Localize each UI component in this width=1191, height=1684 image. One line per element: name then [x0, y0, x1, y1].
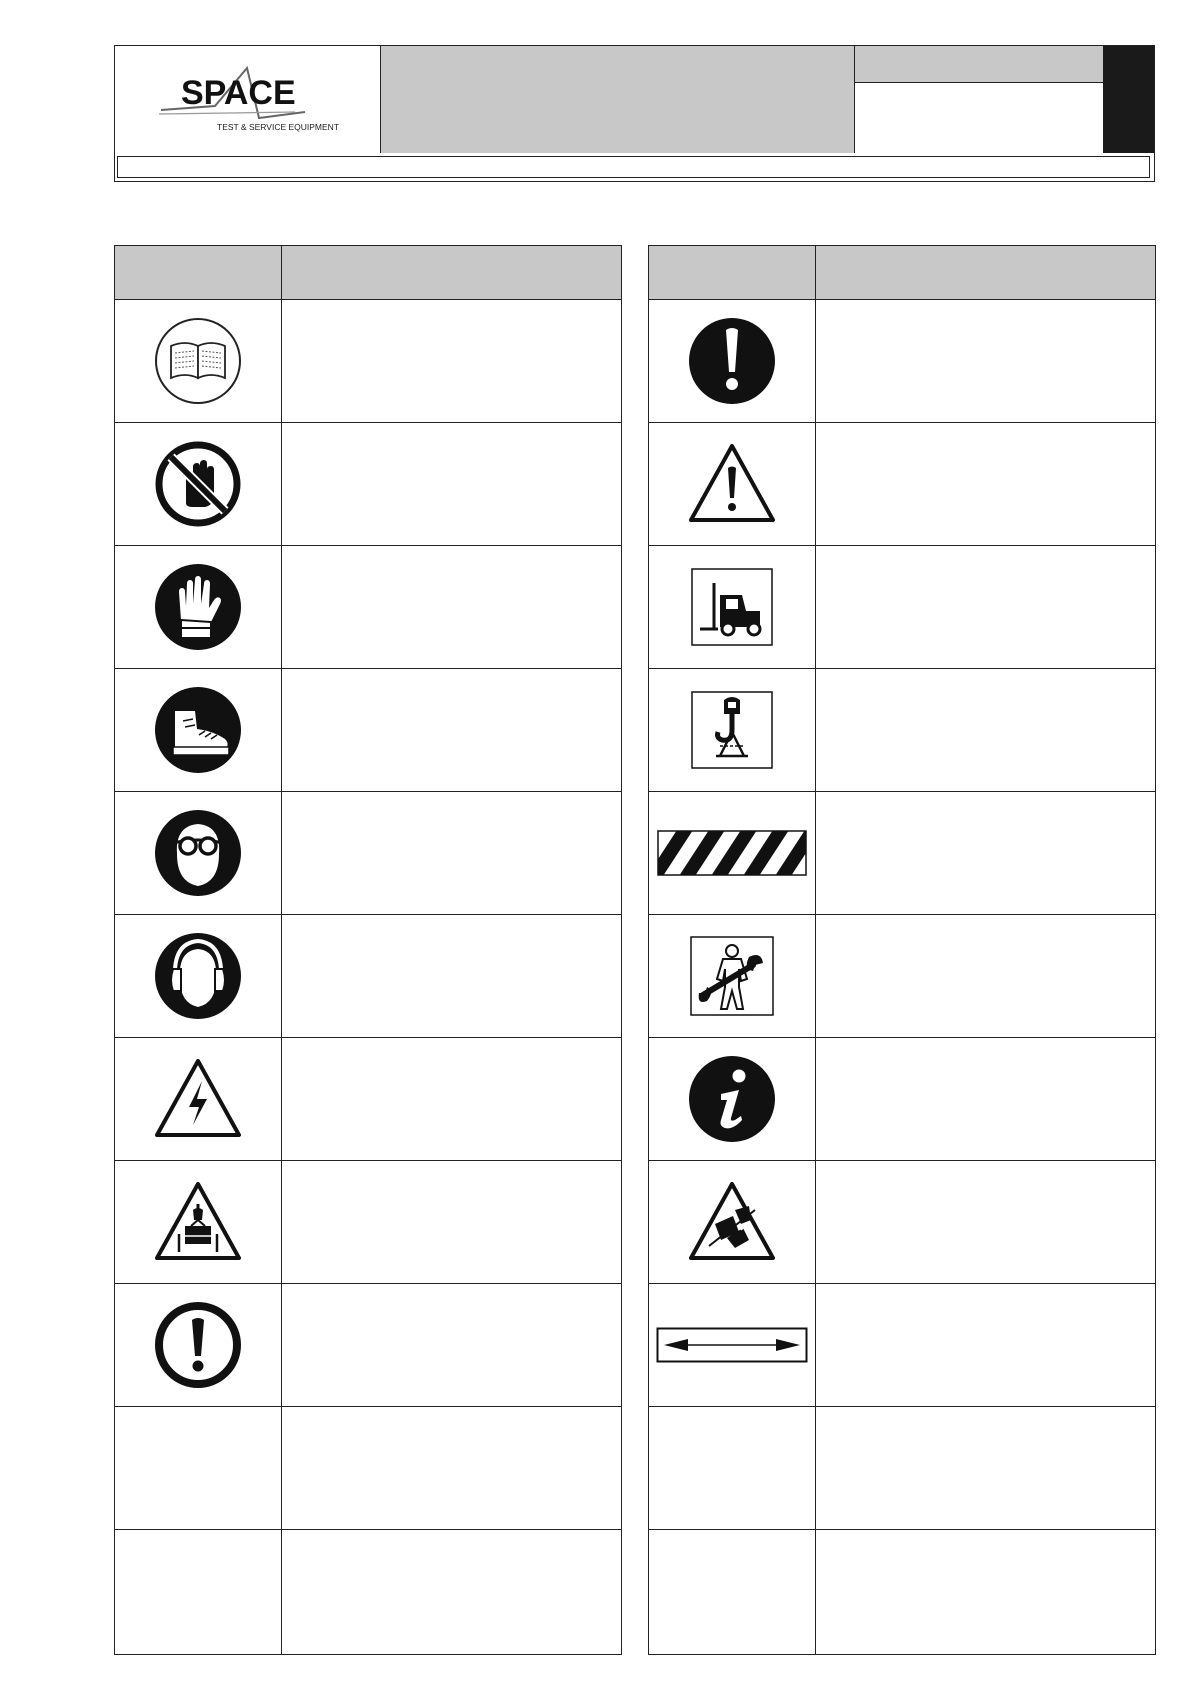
table-row [649, 1038, 1155, 1161]
safety-goggles-icon [153, 808, 243, 898]
empty-symbol-cell [115, 1530, 281, 1652]
symbols-table-right [648, 245, 1156, 1655]
maintenance-technician-icon [689, 935, 775, 1017]
space-logo [155, 60, 345, 140]
table-header [649, 246, 1155, 300]
table-row [649, 1284, 1155, 1407]
do-not-touch-icon [153, 439, 243, 529]
table-row [649, 915, 1155, 1038]
information-icon [687, 1054, 777, 1144]
crane-hook-icon [690, 690, 774, 770]
column-header-symbol [115, 246, 281, 300]
logo-tagline: TEST & SERVICE EQUIPMENT [217, 122, 340, 132]
table-header [115, 246, 621, 300]
empty-symbol-cell [649, 1407, 815, 1529]
ear-protection-icon [153, 931, 243, 1021]
table-row [649, 669, 1155, 792]
electrical-hazard-icon [153, 1057, 243, 1141]
table-row [115, 1407, 621, 1530]
document-code-cell [855, 46, 1103, 83]
crushing-hazard-icon [687, 1180, 777, 1264]
section-tab [1103, 46, 1154, 153]
important-filled-icon [687, 316, 777, 406]
table-row [649, 546, 1155, 669]
forklift-icon [690, 567, 774, 647]
logo-brand: SPACE [181, 74, 296, 112]
table-row [115, 546, 621, 669]
table-row [115, 1284, 621, 1407]
column-header-description [815, 246, 1155, 300]
table-row [115, 1161, 621, 1284]
logo-cell [115, 46, 381, 153]
important-outline-icon [153, 1300, 243, 1390]
suspended-load-hazard-icon [153, 1180, 243, 1264]
document-title-cell [381, 46, 855, 153]
table-row [649, 792, 1155, 915]
empty-symbol-cell [115, 1407, 281, 1529]
general-warning-icon [687, 442, 777, 526]
table-row [649, 1161, 1155, 1284]
table-row [115, 915, 621, 1038]
table-row [649, 1530, 1155, 1653]
table-row [115, 792, 621, 915]
table-row [115, 1038, 621, 1161]
table-row [115, 669, 621, 792]
column-header-description [281, 246, 621, 300]
double-arrow-icon [656, 1327, 808, 1363]
table-row [115, 300, 621, 423]
table-row [115, 423, 621, 546]
safety-shoes-icon [153, 685, 243, 775]
column-header-symbol [649, 246, 815, 300]
protective-gloves-icon [153, 562, 243, 652]
table-row [115, 1530, 621, 1653]
table-row [649, 300, 1155, 423]
subtitle-bar [117, 156, 1150, 178]
read-manual-icon [153, 316, 243, 406]
empty-symbol-cell [649, 1530, 815, 1652]
symbols-table-left [114, 245, 622, 1655]
document-info-cell [855, 83, 1103, 153]
table-row [649, 1407, 1155, 1530]
table-row [649, 423, 1155, 546]
document-header [114, 45, 1155, 182]
hazard-stripes-icon [657, 830, 807, 876]
